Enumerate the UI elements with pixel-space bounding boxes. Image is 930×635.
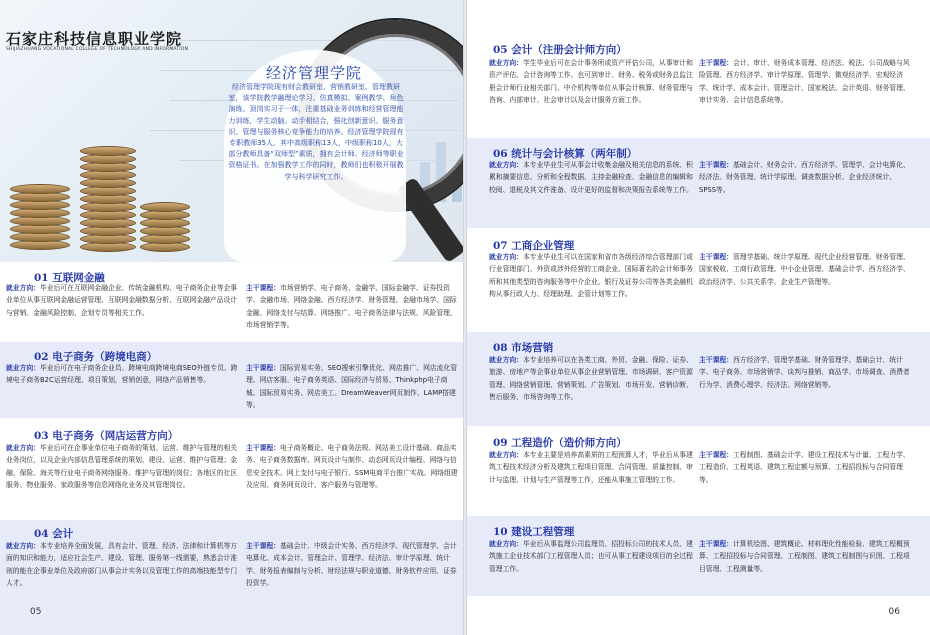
section-title: 05 会计（注册会计师方向）: [493, 44, 627, 56]
course-text: 基础会计、财务会计、西方经济学、管理学、会计电算化、经济法、财务管理、统计学原理、调查数据分析、企业经济统计、SPSS等。: [699, 161, 910, 194]
course-label: 主干课程：: [699, 161, 733, 169]
course-label: 主干课程：: [699, 356, 733, 364]
job-text: 毕业后可在企事业单位电子商务的策划、运营、维护与管理的相关业务岗位，以及企业内部信息管理系统的策划、建设、运营、维护与管理；金融、保险、海关等行业电子商务网络服务、维护与管理的岗位；各地区的社区服务、物业服务、家政服务等信息网络化业务及其管理岗位。: [6, 444, 238, 490]
job-direction: [489, 57, 695, 107]
job-label: 就业方向：: [489, 161, 523, 169]
course-label: 主干课程：: [246, 284, 280, 292]
job-direction: [6, 362, 240, 387]
section-title: 06 统计与会计核算（两年制）: [493, 148, 638, 160]
job-direction: [6, 282, 240, 319]
job-text: 本专业主要是培养高素质的工程预算人才，毕业后从事建筑工程技术经济分析及建筑工程项目管理、合同管理、质量控制、审计与监理、计划与生产管理等工作，还能从事施工管理的工作。: [489, 451, 693, 484]
section-title: 07 工商企业管理: [493, 240, 575, 252]
section-04: [0, 520, 463, 635]
job-text: 本专业毕业生可从事会计收集金融及相关信息的系统、积累和摘要信息、分析和全程数据、主持金融检查、金融信息的编辑和校阅、退税及其文件准备、设计更好的监督和决策报告系统等工作。: [489, 161, 693, 194]
job-label: 就业方向：: [489, 253, 523, 261]
course-text: 管理学基础、统计学原理、现代企业经营管理、财务管理、国家税收、工商行政管理、中小企业管理、基础会计学、西方经济学、政治经济学、公共关系学、企业生产管理等。: [699, 253, 910, 286]
section-07: [467, 228, 930, 332]
section-title: 03 电子商务（网店运营方向）: [34, 430, 179, 442]
job-text: 毕业后可在互联网金融企业、传统金融机构、电子商务企业等企事业单位从事互联网金融运营管理、互联网金融数据分析、互联网金融产品设计与营销、金融风险控制、企划专员等相关工作。: [6, 284, 238, 317]
job-direction: [489, 449, 695, 486]
main-courses: [246, 362, 458, 412]
job-text: 毕业后可在电子商务企业员、跨境电商跨境电商SEO外链专员、跨境电子商务B2C运营经理、项目策划，营销创意，网络产品销售等。: [6, 364, 238, 385]
main-courses: [699, 538, 911, 575]
course-label: 主干课程：: [699, 451, 733, 459]
page-number-right: 06: [888, 607, 900, 617]
job-label: 就业方向：: [6, 542, 40, 550]
job-label: 就业方向：: [489, 540, 523, 548]
job-direction: [489, 251, 695, 301]
course-label: 主干课程：: [699, 59, 733, 67]
main-courses: [246, 282, 458, 332]
section-09: [467, 426, 930, 516]
page-number-left: 05: [30, 607, 42, 617]
section-06: [467, 138, 930, 228]
section-title: 09 工程造价（造价师方向）: [493, 437, 627, 449]
job-label: 就业方向：: [6, 284, 40, 292]
main-courses: [246, 540, 458, 590]
section-title: 08 市场营销: [493, 342, 554, 354]
job-label: 就业方向：: [489, 59, 523, 67]
course-text: 会计、审计、财务成本管理、经济法、税法、公司战略与风险管理、西方经济学、审计学原理、管理学、微观经济学、宏观经济学、统计学、成本会计、管理会计、国家税法、会计英语、财务管理、审计实务、会计信息系统等。: [699, 59, 910, 105]
job-direction: [6, 442, 240, 492]
section-08: [467, 332, 930, 426]
course-text: 国际贸易实务、SEO搜索引擎优化、网店推广、网店流化管理、网店客服、电子商务英语、国际经济与贸易、Thinkphp电子商城、国际贸易实务、网店美工、DreamWeaver网页制作、LAMP搭建等。: [246, 364, 458, 410]
course-text: 西方经济学、管理学基础、财务管理学、基础会计、统计学、电子商务、市场营销学、谈判与推销、商品学、市场调查、消费者行为学、消费心理学、经济法、网络营销等。: [699, 356, 910, 389]
course-text: 工程制图、基础会计学、建设工程技术与计量、工程力学、工程造价、工程英语、建筑工程定额与预算、工程招投标与合同管理等。: [699, 451, 910, 484]
job-direction: [489, 354, 695, 404]
right-page: [467, 0, 930, 635]
intro-title: 经济管理学院: [265, 64, 362, 82]
school-name: 石家庄科技信息职业学院: [6, 30, 183, 48]
job-text: 本专业培养可以在各类工商、外贸、金融、保险、证券、旅游、房地产等企事业单位从事企业营销管理、市场调研、客户资源管理、网络营销管理、营销策划、广告策划、市场开发、营销诊断、售后服务、市场咨询等工作。: [489, 356, 693, 402]
section-title: 01 互联网金融: [34, 272, 105, 284]
course-text: 市场营销学、电子商务、金融学、国际金融学、证券投资学、金融市场、网络金融、西方经济学、财务管理、金融市场学、国际金融、网络支付与结算、网络推广、电子商务法律与法规、风险管理、市场营销学等。: [246, 284, 457, 330]
section-03: [0, 418, 463, 520]
intro-text: 经济管理学院现有财会教研室、营销教研室、管理教研室，该学院教学融理论学习、仿真模拟、案例教学、角色演练、顶岗实习于一体，注重基础业务训练和经营管理能力训练，学生动脑、动手相结合，强化创新意识、服务意识、管理与服务核心竞争能力的培养。经济管理学院现有专职教师35人，其中高级职称13人，中级职称10人，大部分教师具备“双师型”素质，拥有会计师、经济师等职业资格证书。在加强教学工作的同时，教师们也积极开展教学与科学研究工作。: [228, 83, 404, 181]
course-label: 主干课程：: [246, 444, 280, 452]
main-courses: [699, 354, 911, 391]
job-label: 就业方向：: [6, 364, 40, 372]
main-courses: [699, 57, 911, 107]
course-label: 主干课程：: [699, 253, 733, 261]
main-courses: [246, 442, 458, 492]
job-direction: [489, 538, 695, 575]
section-title: 02 电子商务（跨境电商）: [34, 351, 158, 363]
job-label: 就业方向：: [6, 444, 40, 452]
course-text: 计算机绘图、建筑概论、材料理化性能检验、建筑工程概预算、工程招投标与合同管理、工程制图、建筑工程制图与识图、工程项目管理、工程测量等。: [699, 540, 910, 573]
coin-stacks: [0, 120, 200, 262]
section-01: [0, 262, 463, 342]
job-text: 本专业培养全面发展，具有会计、管理、经济、法律和计算机等方面的知识和能力，适应社会生产、建设、管理、服务第一线需要，熟悉会计准则的能在企事业单位及政府部门从事会计实务以及管理工作的高端技能型专门人才。: [6, 542, 238, 588]
left-page: [0, 0, 463, 635]
job-direction: [6, 540, 240, 590]
course-label: 主干课程：: [699, 540, 733, 548]
section-05: [467, 30, 930, 138]
section-02: [0, 342, 463, 418]
course-text: 基础会计、中级会计实务、西方经济学、现代管理学、会计电算化、成本会计、管理会计、管理学、经济法、审计学原理、统计学、财务报表编制与分析、财经法规与职业道德、财务软件应用、证券投资学。: [246, 542, 457, 588]
section-10: [467, 516, 930, 596]
course-text: 电子商务概论、电子商务法规、网站美工设计基础、商品实务、电子商务数据库、网页设计与制作、动态网页设计编程、网络与信息安全技术、网上支付与电子银行、SSM电商平台推广实战、网络组建及应用、商务网页设计、客户服务与管理等。: [246, 444, 458, 490]
job-direction: [489, 159, 695, 196]
job-text: 本专业毕业生可以在国家和省市各级经济综合管理部门或行业管理部门、外资或涉外经营的工商企业、国际著名的会计师事务所和其他类型的咨询服务等中介企业、银行及证券公司等各类金融机构从事行政人力、经理助理、企管计划等工作。: [489, 253, 693, 299]
course-label: 主干课程：: [246, 364, 280, 372]
job-text: 学生毕业后可在会计事务所或资产评估公司，从事审计和资产评估、会计咨询等工作。也可到审计、财务、税务或财务总监注册会计师行业相关部门、中介机构等单位从事会计核算、财务管理与咨询、内部审计、社会审计以及会计服务方面工作。: [489, 59, 693, 105]
job-text: 毕业后从事监理公司监理员、招投标公司的技术人员、建筑施工企业技术部门工程管理人员；也可从事工程建设项目的全过程管理工作。: [489, 540, 693, 573]
job-label: 就业方向：: [489, 356, 523, 364]
school-name-english: SHIJIAZHUANG VOCATIONAL COLLEGE OF TECHNOLOGY AND INFORMATION: [6, 47, 189, 52]
main-courses: [699, 251, 911, 288]
hero-image: [0, 0, 463, 262]
job-label: 就业方向：: [489, 451, 523, 459]
course-label: 主干课程：: [246, 542, 280, 550]
main-courses: [699, 159, 911, 196]
section-title: 04 会计: [34, 528, 74, 540]
main-courses: [699, 449, 911, 486]
section-title: 10 建设工程管理: [493, 526, 575, 538]
